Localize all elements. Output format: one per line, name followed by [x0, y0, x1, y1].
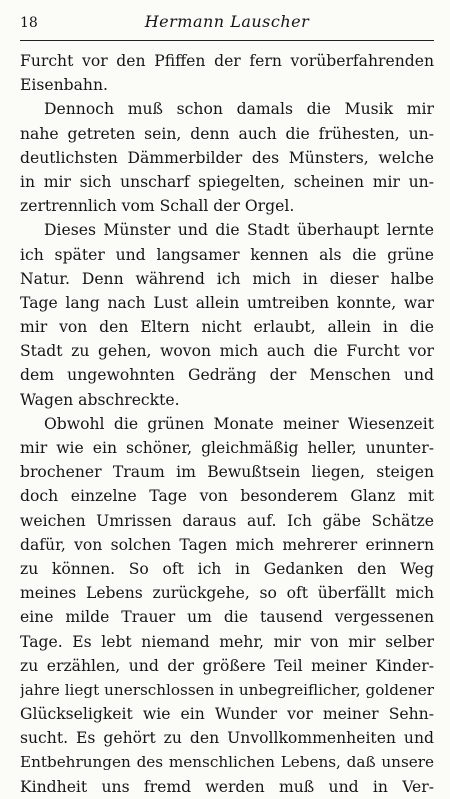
text-line: weichen Umrissen daraus auf. Ich gäbe Schätze: [20, 511, 434, 530]
text-line: eine milde Trauer um die tausend vergessenen: [20, 608, 434, 627]
body-text: [20, 49, 434, 799]
text-line: dem ungewohnten Gedräng der Menschen und: [20, 366, 434, 385]
page-header: [20, 12, 434, 41]
text-line: sucht. Es gehört zu den Unvollkommenheiten und: [20, 729, 434, 748]
text-line: Tage. Es lebt niemand mehr, mir von mir selber: [20, 632, 434, 651]
text-line: Obwohl die grünen Monate meiner Wiesenzeit: [44, 414, 434, 433]
text-line: Dennoch muß schon damals die Musik mir: [44, 100, 434, 119]
text-line: Natur. Denn während ich mich in dieser halbe: [20, 269, 434, 288]
text-line: deutlichsten Dämmerbilder des Münsters, welche: [20, 148, 434, 167]
page-number: 18: [20, 15, 38, 31]
text-line: brochener Traum im Bewußtsein liegen, steigen: [20, 463, 434, 482]
text-line: Wagen abschreckte.: [20, 390, 180, 409]
text-line: Dieses Münster und die Stadt überhaupt lernte: [44, 221, 434, 240]
text-line: Furcht vor den Pfiffen der fern vorüberfahrenden: [20, 52, 434, 70]
text-line: Eisenbahn.: [20, 76, 108, 95]
text-line: doch einzelne Tage von besonderem Glanz mit: [20, 487, 434, 506]
text-line: zu können. So oft ich in Gedanken den Weg: [20, 559, 434, 578]
text-line: zu erzählen, und der größere Teil meiner Kinder-: [20, 656, 434, 675]
text-line: Kindheit uns fremd werden muß und in Ver-: [20, 777, 434, 796]
text-line: dafür, von solchen Tagen mich mehrerer erinnern: [20, 535, 434, 554]
text-line: in mir sich unscharf spiegelten, scheinen mir un-: [20, 172, 434, 191]
text-line: Entbehrungen des menschlichen Lebens, daß unsere: [20, 753, 434, 772]
text-line: Stadt zu gehen, wovon mich auch die Furcht vor: [20, 342, 434, 361]
text-line: Glückseligkeit wie ein Wunder vor meiner Sehn-: [20, 705, 434, 724]
text-line: ich später und langsamer kennen als die grüne: [20, 245, 434, 264]
text-line: nahe getreten sein, denn auch die frühesten, un-: [20, 124, 434, 143]
text-line: mir von den Eltern nicht erlaubt, allein in die: [20, 318, 434, 337]
text-line: mir wie ein schöner, gleichmäßig heller, ununter-: [20, 439, 434, 457]
text-line: meines Lebens zurückgehe, so oft überfällt mich: [20, 584, 434, 603]
text-line: Tage lang nach Lust allein umtreiben konnte, war: [20, 293, 434, 312]
running-head: Hermann Lauscher: [144, 12, 310, 31]
text-line: jahre liegt unerschlossen in unbegreiflicher, goldener: [20, 680, 434, 699]
text-line: zertrennlich vom Schall der Orgel.: [20, 197, 295, 216]
